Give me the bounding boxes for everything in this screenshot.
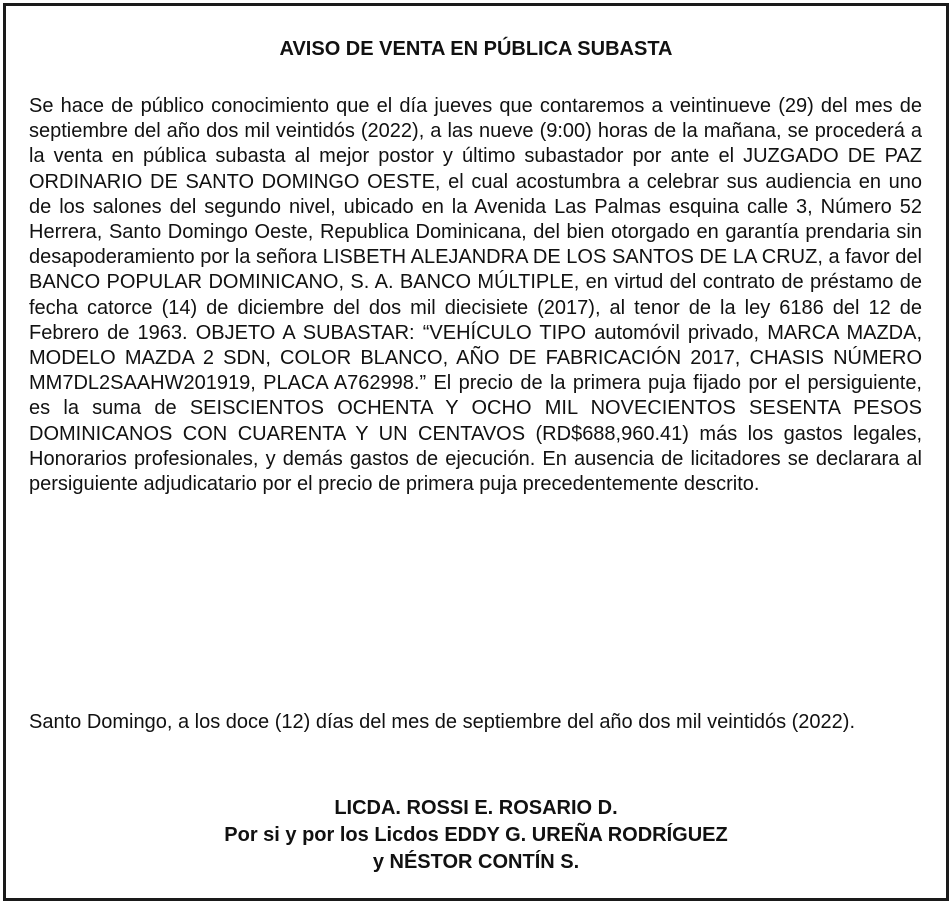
legal-notice xyxy=(3,3,949,901)
signature-on-behalf: Por si y por los Licdos EDDY G. UREÑA RODRÍGUEZ xyxy=(224,824,728,846)
signature-name: LICDA. ROSSI E. ROSARIO D. xyxy=(334,797,618,819)
signature-co-signer: y NÉSTOR CONTÍN S. xyxy=(372,851,580,873)
notice-body: Se hace de público conocimiento que el día jueves que contaremos a veintinueve (29) del mes de septiembre del año dos mil veintidós (2022), a las nueve (9:00) horas de la mañana, se procederá a la venta en pública subasta al mejor postor y último subastador por ante el JUZGADO DE PAZ ORDINARIO DE SANTO DOMINGO OESTE, el cual acostumbra a celebrar sus audiencia en uno de los salones del segundo nivel, ubicado en la Avenida Las Palmas esquina calle 3, Número 52 Herrera, Santo Domingo Oeste, Republica Dominicana, del bien otorgado en garantía prendaria sin desapoderamiento por la señora LISBETH ALEJANDRA DE LOS SANTOS DE LA CRUZ, a favor del BANCO POPULAR DOMINICANO, S. A. BANCO MÚLTIPLE, en virtud del contrato de préstamo de fecha catorce (14) de diciembre del dos mil diecisiete (2017), al tenor de la ley 6186 del 12 de Febrero de 1963. OBJETO A SUBASTAR: “VEHÍCULO TIPO automóvil privado, MARCA MAZDA, MODELO MAZDA 2 SDN, COLOR BLANCO, AÑO DE FABRICACIÓN 2017, CHASIS NÚMERO MM7DL2SAAHW201919, PLACA A762998.” El precio de la primera puja fijado por el persiguiente, es la suma de SEISCIENTOS OCHENTA Y OCHO MIL NOVECIENTOS SESENTA PESOS DOMINICANOS CON CUARENTA Y UN CENTAVOS (RD$688,960.41) más los gastos legales, Honorarios profesionales, y demás gastos de ejecución. En ausencia de licitadores se declarara al persiguiente adjudicatario por el precio de primera puja precedentemente descrito. xyxy=(29,95,922,496)
notice-title: AVISO DE VENTA EN PÚBLICA SUBASTA xyxy=(279,38,673,60)
signature-block xyxy=(6,795,946,876)
notice-closing: Santo Domingo, a los doce (12) días del mes de septiembre del año dos mil veintidós (2022). xyxy=(29,711,856,733)
